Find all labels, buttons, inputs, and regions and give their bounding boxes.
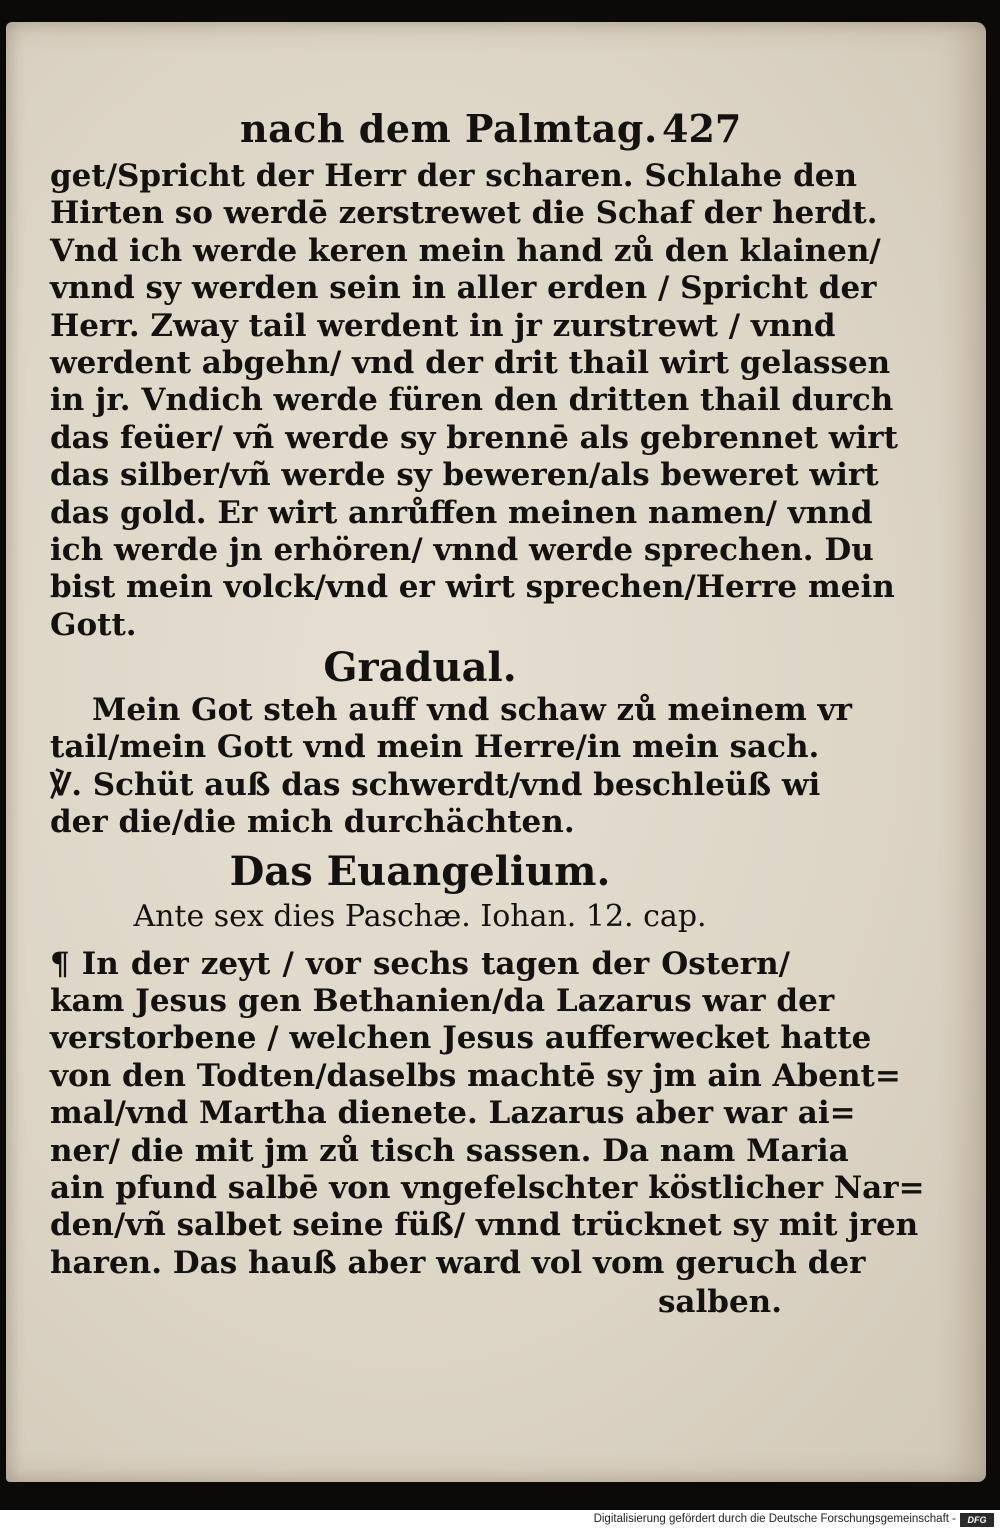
page-number: 427 (662, 106, 742, 151)
text-line: ain pfund salbē von vngefelschter köstlicher Nar= (50, 1169, 925, 1206)
digitization-footer (0, 1510, 1000, 1530)
paragraph-gradual (50, 692, 852, 842)
text-line: kam Jesus gen Bethanien/da Lazarus war der (50, 983, 835, 1020)
paragraph-gospel (50, 945, 925, 1283)
text-line: ¶ In der zeyt / vor sechs tagen der Ostern/ (50, 945, 790, 982)
running-head (50, 106, 790, 158)
gospel-reference: Ante sex dies Paschæ. Iohan. 12. cap. (133, 898, 707, 934)
text-line: verstorbene / welchen Jesus aufferwecket hatte (50, 1020, 872, 1057)
text-line: haren. Das hauß aber ward vol vom geruch der (50, 1244, 866, 1281)
dfg-logo: DFG (960, 1513, 994, 1527)
text-line: den/vñ salbet seine füß/ vnnd trücknet sy mit jren (50, 1207, 919, 1244)
text-line: get/Spricht der Herr der scharen. Schlahe den (50, 158, 858, 194)
text-line: bist mein volck/vnd er wirt sprechen/Herre mein (50, 569, 895, 606)
text-line: mal/vnd Martha dienete. Lazarus aber war ai= (50, 1095, 856, 1132)
running-title: nach dem Palmtag. (240, 106, 658, 151)
text-line: in jr. Vndich werde füren den dritten thail durch (50, 382, 894, 419)
text-line: der die/die mich durchächten. (50, 804, 575, 841)
funding-credit: Digitalisierung gefördert durch die Deutsche Forschungsgemeinschaft - (593, 1513, 956, 1525)
text-line: tail/mein Gott vnd mein Herre/in mein sach. (50, 729, 820, 766)
text-line: das feüer/ vñ werde sy brennē als gebrennet wirt (50, 419, 898, 456)
text-line: das gold. Er wirt anrůffen meinen namen/ vnnd (50, 494, 873, 531)
text-line: ich werde jn erhören/ vnnd werde sprechen. Du (50, 531, 874, 568)
text-line: von den Todten/daselbs machtē sy jm ain Abent= (50, 1057, 901, 1094)
gospel-heading: Das Euangelium. (229, 847, 611, 895)
text-line: werdent abgehn/ vnd der drit thail wirt gelassen (50, 344, 891, 381)
text-line: Hirten so werdē zerstrewet die Schaf der herdt. (50, 195, 878, 232)
page-text (50, 106, 925, 1322)
text-line: Herr. Zway tail werdent in jr zurstrewt / vnnd (50, 307, 836, 344)
text-line: Gott. (50, 606, 137, 643)
text-line: Vnd ich werde keren mein hand zů den klainen/ (50, 232, 881, 269)
text-line: das silber/vñ werde sy beweren/als beweret wirt (50, 457, 879, 494)
book-page (6, 22, 986, 1482)
text-line: ner/ die mit jm zů tisch sassen. Da nam Maria (50, 1132, 849, 1169)
paragraph-zechariah (50, 158, 898, 644)
gradual-heading: Gradual. (323, 644, 517, 692)
text-line: vnnd sy werden sein in aller erden / Spricht der (50, 270, 877, 307)
text-line: Mein Got steh auff vnd schaw zů meinem vr (92, 692, 852, 729)
catchword: salben. (657, 1284, 782, 1321)
text-line: ℣. Schüt auß das schwerdt/vnd beschleüß wi (50, 766, 821, 803)
